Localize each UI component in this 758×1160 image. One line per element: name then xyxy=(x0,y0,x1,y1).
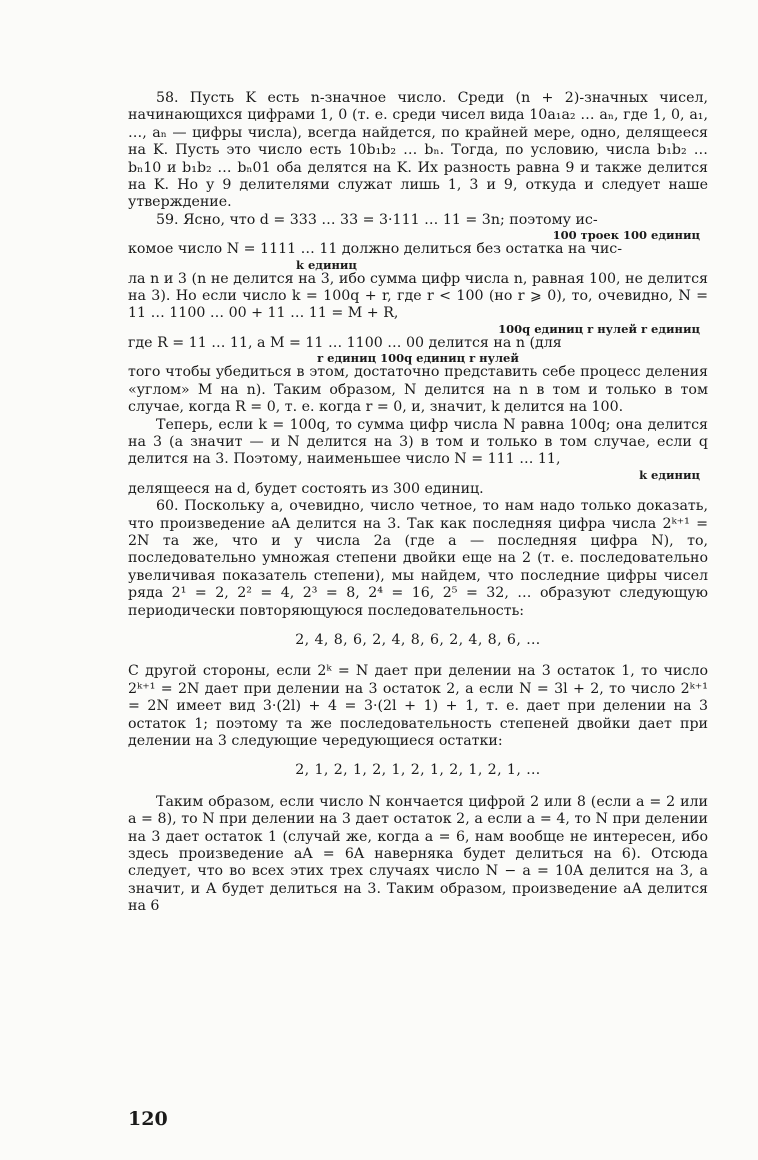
problem-59-brace-1: 100 троек 100 единиц xyxy=(552,228,700,243)
sequence-last-digits: 2, 4, 8, 6, 2, 4, 8, 6, 2, 4, 8, 6, … xyxy=(295,631,541,648)
problem-60-para-3: Таким образом, если число N кончается цифрой 2 или 8 (если a = 2 или a = 8), то N при делении на 3 дает остаток 2, а если a = 4, то N при делении на 3 дает остаток 1 (случай же, когда a = 6, нам вообще не интересен, ибо здесь произведение aA = 6A наверняка будет делиться на 6). Отсюда следует, что во всех этих трех случаях число N − a = 10A делится на 3, а значит, и A будет делиться на 3. Таким образом, произведение aA делится на 6 xyxy=(128,793,708,915)
problem-60-para-1: 60. Поскольку a, очевидно, число четное, то нам надо только доказать, что произведение aA делится на 3. Так как последняя цифра числа 2ᵏ⁺¹ = 2N та же, что и у числа 2a (где a — последняя цифра N), то, последовательно умножая степени двойки еще на 2 (т. е. последовательно увеличивая показатель степени), мы найдем, что последние цифры чисел ряда 2¹ = 2, 2² = 4, 2³ = 8, 2⁴ = 16, 2⁵ = 32, … образуют следующую периодически повторяющуюся последовательность: xyxy=(128,498,708,619)
problem-59-line-4: где R = 11 … 11, а M = 11 … 1100 … 00 делится на n (для xyxy=(128,334,562,351)
problem-60-para-2: С другой стороны, если 2ᵏ = N дает при делении на 3 остаток 1, то число 2ᵏ⁺¹ = 2N дает при делении на 3 остаток 2, а если N = 3l + 2, то число 2ᵏ⁺¹ = 2N имеет вид 3·(2l) + 4 = 3·(2l + 1) + 1, т. е. дает при делении на 3 остаток 1; поэтому та же последовательность степеней двойки дает при делении на 3 следующие чередующиеся остатки: xyxy=(128,663,708,749)
problem-59-line-6: Теперь, если k = 100q, то сумма цифр числа N равна 100q; она делится на 3 (а значит — и N делится на 3) в том и только в том случае, если q делится на 3. Поэтому, наименьшее число N = 111 … 11, xyxy=(128,416,708,468)
page-number: 120 xyxy=(128,1108,168,1130)
problem-59-line-7: делящееся на d, будет состоять из 300 единиц. xyxy=(128,480,484,497)
problem-59-brace-6: k единиц xyxy=(639,467,700,482)
problem-59-brace-3: 100q единиц r нулей r единиц xyxy=(498,321,700,336)
main-text xyxy=(128,90,708,916)
problem-59-line-3: ла n и 3 (n не делится на 3, ибо сумма цифр числа n, равная 100, не делится на 3). Но если число k = 100q + r, где r < 100 (но r ⩾ 0), то, очевидно, N = 11 … 1100 … 00 + 11 … 11 = M + R, xyxy=(128,270,708,322)
problem-59-brace-4: r единиц 100q единиц r нулей xyxy=(317,351,519,366)
problem-59-line-5: того чтобы убедиться в этом, достаточно представить себе процесс деления «углом» M на n). Таким образом, N делится на n в том и только в том случае, когда R = 0, т. е. когда r = 0, и, значит, k делится на 100. xyxy=(128,364,708,416)
sequence-remainders: 2, 1, 2, 1, 2, 1, 2, 1, 2, 1, 2, 1, … xyxy=(295,762,541,779)
problem-59-brace-2: k единиц xyxy=(296,257,357,272)
problem-59-line-1: 59. Ясно, что d = 333 … 33 = 3·111 … 11 = 3n; поэтому ис- xyxy=(156,211,598,228)
problem-58: 58. Пусть K есть n-значное число. Среди (n + 2)-значных чисел, начинающихся цифрами 1, 0 (т. е. среди чисел вида 10a₁a₂ … aₙ, где 1, 0, a₁, …, aₙ — цифры числа), всегда найдется, по крайней мере, одно, делящееся на K. Пусть это число есть 10b₁b₂ … bₙ. Тогда, по условию, числа b₁b₂ … bₙ10 и b₁b₂ … bₙ01 оба делятся на K. Их разность равна 9 и также делится на K. Но у 9 делителями служат лишь 1, 3 и 9, откуда и следует наше утверждение. xyxy=(128,90,708,211)
problem-59-line-2: комое число N = 1111 … 11 должно делиться без остатка на чис- xyxy=(128,241,623,258)
